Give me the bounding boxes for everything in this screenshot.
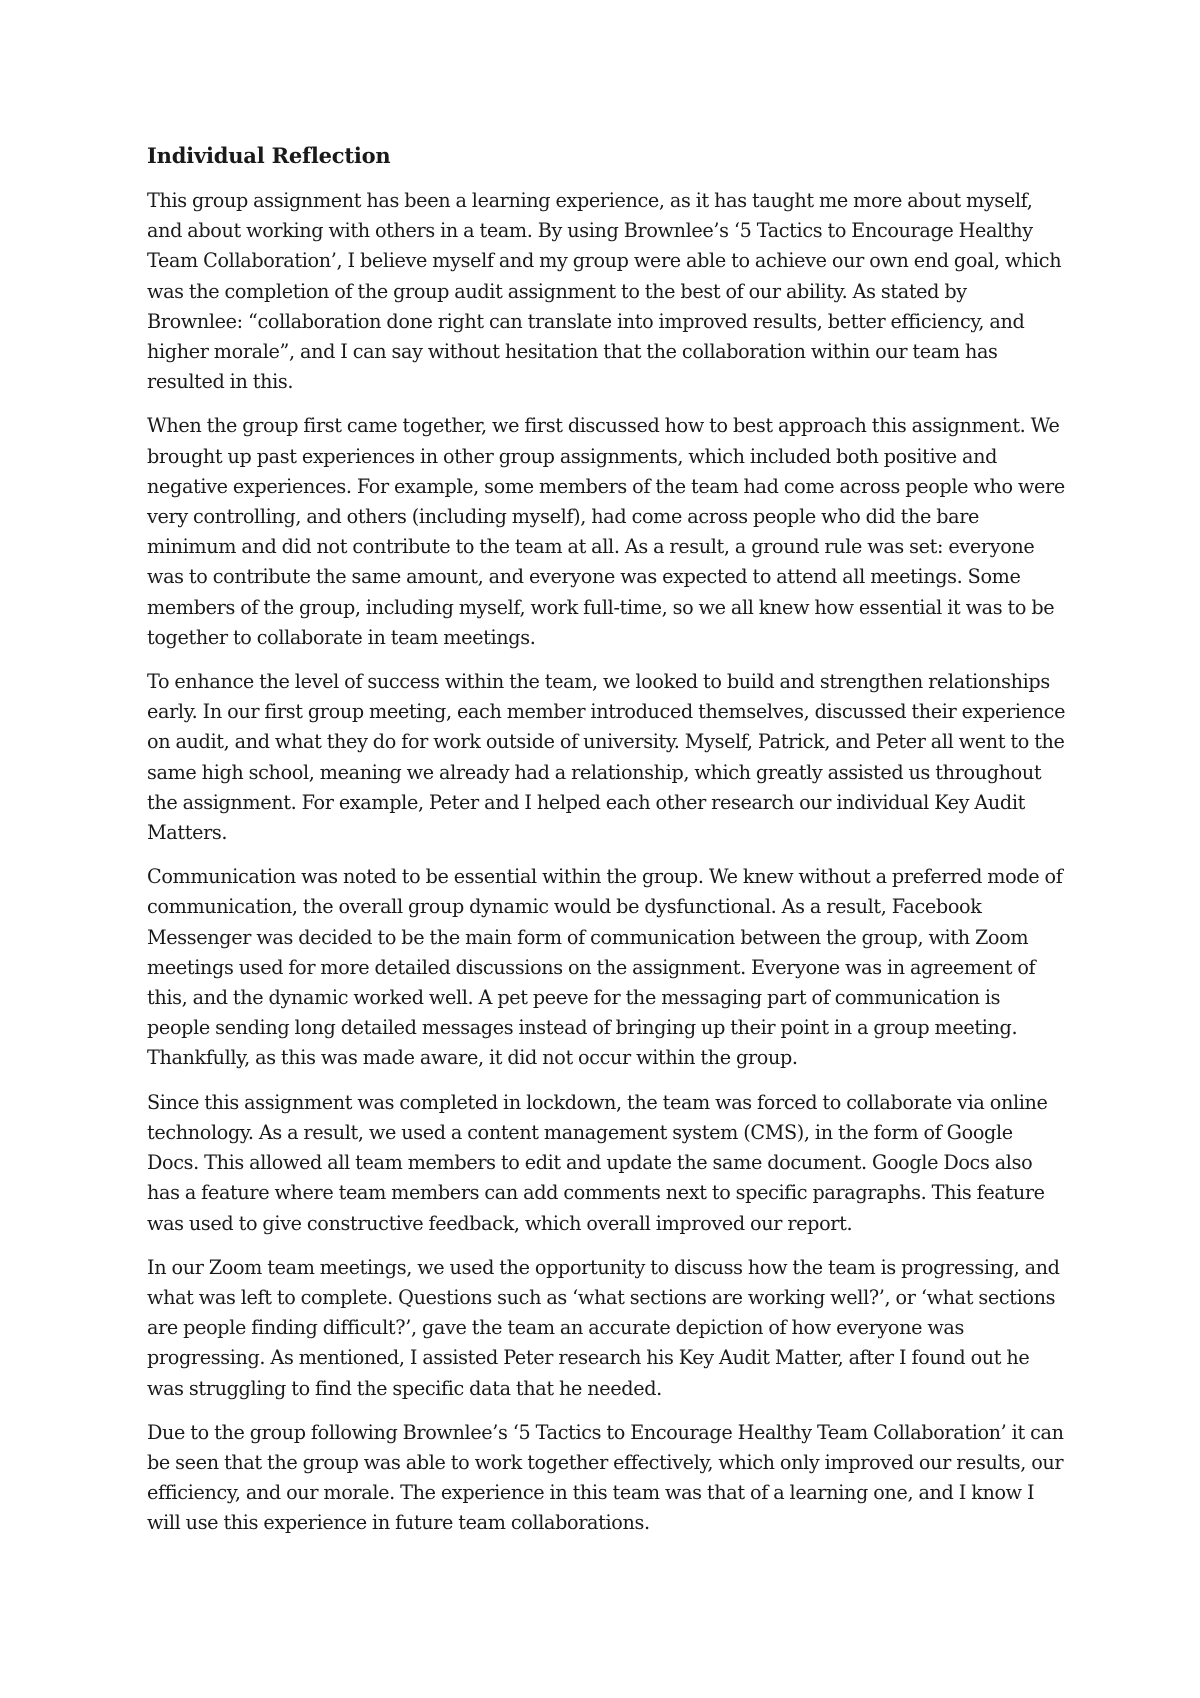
paragraph-intro: This group assignment has been a learning experience, as it has taught me more about myself, and about working with others in a team. By using Brownlee’s ‘5 Tactics to Encourage Healthy Team Collaboration’, I believe myself and my group were able to achieve our own end goal, which was the completion of the group audit assignment to the best of our ability. As stated by Brownlee: “collaboration done right can translate into improved results, better efficiency, and higher morale”, and I can say without hesitation that the collaboration within our team has resulted in this. (147, 189, 1062, 394)
paragraph-communication: Communication was noted to be essential within the group. We knew without a preferred mode of communication, the overall group dynamic would be dysfunctional. As a result, Facebook Messenger was decided to be the main form of communication between the group, with Zoom meetings used for more detailed discussions on the assignment. Everyone was in agreement of this, and the dynamic worked well. A pet peeve for the messaging part of communication is people sending long detailed messages instead of bringing up their point in a group meeting. Thankfully, as this was made aware, it did not occur within the group. (147, 865, 1063, 1070)
paragraph-ground-rules: When the group first came together, we first discussed how to best approach this assignment. We brought up past experiences in other group assignments, which included both positive and negative experiences. For example, some members of the team had come across people who were very controlling, and others (including myself), had come across people who did the bare minimum and did not contribute to the team at all. As a result, a ground rule was set: everyone was to contribute the same amount, and everyone was expected to attend all meetings. Some members of the group, including myself, work full-time, so we all knew how essential it was to be together to collaborate in team meetings. (147, 414, 1065, 649)
document-title: Individual Reflection (147, 143, 391, 168)
paragraph-conclusion: Due to the group following Brownlee’s ‘5 Tactics to Encourage Healthy Team Collaboration’ it can be seen that the group was able to work together effectively, which only improved our results, our efficiency, and our morale. The experience in this team was that of a learning one, and I know I will use this experience in future team collaborations. (147, 1420, 1064, 1535)
document-page (147, 140, 1067, 1553)
paragraph-relationships: To enhance the level of success within the team, we looked to build and strengthen relationships early. In our first group meeting, each member introduced themselves, discussed their experience on audit, and what they do for work outside of university. Myself, Patrick, and Peter all went to the same high school, meaning we already had a relationship, which greatly assisted us throughout the assignment. For example, Peter and I helped each other research our individual Key Audit Matters. (147, 670, 1066, 845)
paragraph-zoom-meetings: In our Zoom team meetings, we used the opportunity to discuss how the team is progressing, and what was left to complete. Questions such as ‘what sections are working well?’, or ‘what sections are people finding difficult?’, gave the team an accurate depiction of how everyone was progressing. As mentioned, I assisted Peter research his Key Audit Matter, after I found out he was struggling to find the specific data that he needed. (147, 1255, 1060, 1400)
paragraph-technology: Since this assignment was completed in lockdown, the team was forced to collaborate via online technology. As a result, we used a content management system (CMS), in the form of Google Docs. This allowed all team members to edit and update the same document. Google Docs also has a feature where team members can add comments next to specific paragraphs. This feature was used to give constructive feedback, which overall improved our report. (147, 1090, 1048, 1235)
